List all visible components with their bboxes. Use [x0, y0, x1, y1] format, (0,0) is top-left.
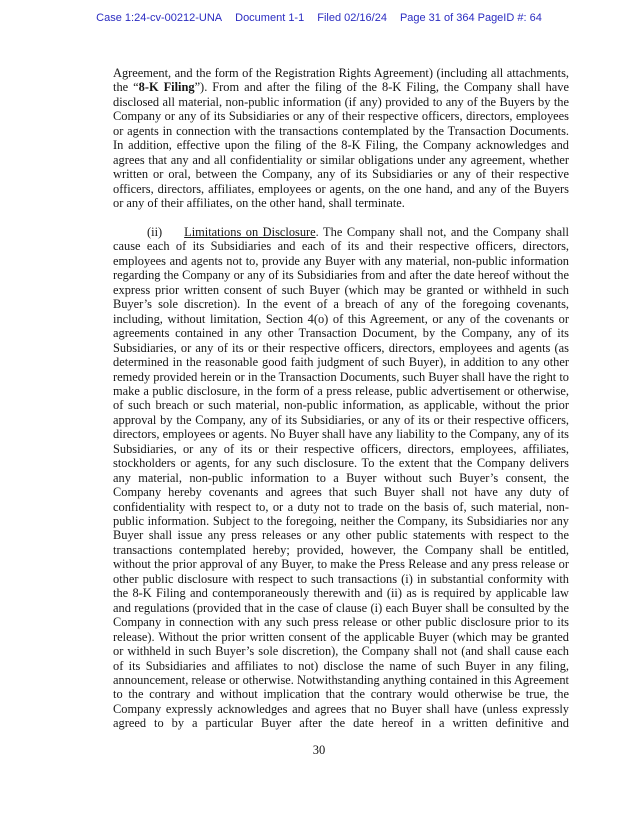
paragraph-text: Agreement, and the form of the Registration Rights Agreement) (including all attachments, the “ [113, 66, 569, 95]
paragraph-text: . The Company shall not, and the Company shall cause each of its Subsidiaries and each of its and their respective officers, directors, employees and agents not to, provide any Buyer with any material, non-public information regarding the Company or any of its Subsidiaries from and after the date hereof without the express prior written consent of such Buyer (which may be granted or withheld in such Buyer’s sole discretion). In the event of a breach of any of the foregoing covenants, including, without limitation, Section 4(o) of this Agreement, or any of the covenants or agreements contained in any other Transaction Document, by the Company, any of its Subsidiaries, or any of its or their respective officers, directors, employees and agents (as determined in the reasonable good faith judgment of such Buyer), in addition to any other remedy provided herein or in the Transaction Documents, such Buyer shall have the right to make a public disclosure, in the form of a press release, public advertisement or otherwise, of such breach or such material, non-public information, as applicable, without the prior approval by the Company, any of its Subsidiaries, or any of its or their respective officers, directors, employees or agents. No Buyer shall have any liability to the Company, any of its Subsidiaries, or any of its or their respective officers, directors, employees, affiliates, stockholders or agents, for any such disclosure. To the extent that the Company delivers any material, non-public information to a Buyer without such Buyer’s consent, the Company hereby covenants and agrees that such Buyer shall not have any duty of confidentiality with respect to, or a duty not to trade on the basis of, such material, non-public information. Subject to the foregoing, neither the Company, its Subsidiaries nor any Buyer shall issue any press releases or any other public statements with respect to the transactions contemplated hereby; provided, however, the Company shall be entitled, without the prior approval of any Buyer, to make the Press Release and any press release or other public disclosure with respect to such transactions (i) in substantial conformity with the 8-K Filing and contemporaneously therewith and (ii) as is required by applicable law and regulations (provided that in the case of clause (i) each Buyer shall be consulted by the Company in connection with any such press release or other public disclosure prior to its release). Without the prior written consent of the applicable Buyer (which may be granted or withheld in such Buyer’s sole discretion), the Company shall not (and shall cause each of its Subsidiaries and affiliates to not) disclose the name of such Buyer in any filing, announcement, release or otherwise. Notwithstanding anything contained in this Agreement to the contrary and without implication that the contrary would otherwise be true, the Company expressly acknowledges and agrees that no Buyer shall have (unless expressly agreed to by a particular Buyer after the date hereof in a written definitive and [113, 224, 569, 731]
page-number: 30 [312, 743, 326, 757]
defined-term-8k-filing: 8-K Filing [138, 80, 195, 95]
paragraph-text: ”). From and after the filing of the 8-K Filing, the Company shall have disclosed all material, non-public information (if any) provided to any of the Buyers by the Company or any of its Subsidiaries or any of their respective officers, directors, employees or agents in connection with the transactions contemplated by the Transaction Documents. In addition, effective upon the filing of the 8-K Filing, the Company acknowledges and agrees that any and all confidentiality or similar obligations under any agreement, whether written or oral, between the Company, any of its Subsidiaries or any of their respective officers, directors, affiliates, employees or agents, on the one hand, and any of the Buyers or any of their affiliates, on the other hand, shall terminate. [113, 80, 569, 211]
paragraph-limitations-on-disclosure [113, 225, 569, 731]
section-heading-limitations-on-disclosure: Limitations on Disclosure [184, 224, 316, 239]
filed-date: Filed 02/16/24 [317, 12, 387, 24]
paragraph-continuation [113, 66, 569, 211]
case-number: Case 1:24-cv-00212-UNA [96, 12, 223, 24]
document-number: Document 1-1 [235, 12, 305, 24]
page-info: Page 31 of 364 PageID #: 64 [399, 12, 542, 24]
case-stamp-header [0, 12, 638, 24]
document-body [113, 66, 569, 731]
clause-number: (ii) [147, 224, 163, 239]
